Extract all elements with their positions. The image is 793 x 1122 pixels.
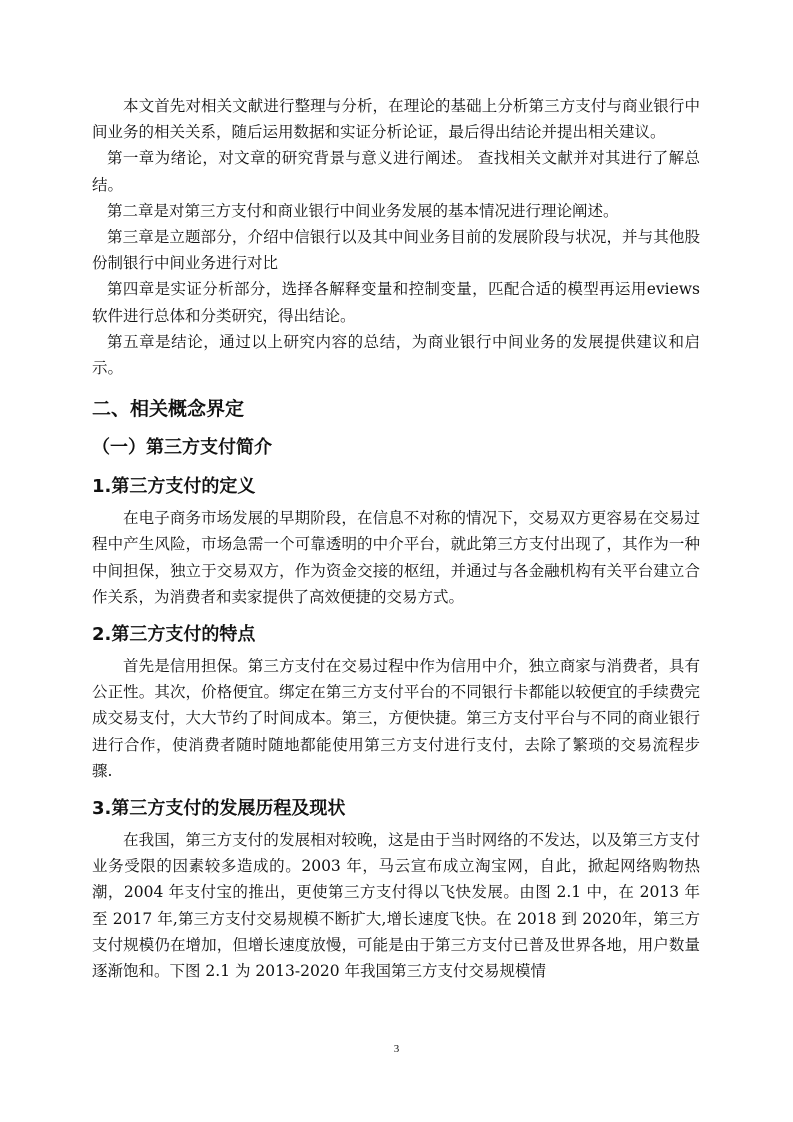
intro-paragraph: 本文首先对相关文献进行整理与分析，在理论的基础上分析第三方支付与商业银行中间业务的相关关系，随后运用数据和实证分析论证，最后得出结论并提出相关建议。 [92, 97, 700, 142]
page-number: 3 [393, 1043, 400, 1055]
definition-paragraph: 在电子商务市场发展的早期阶段，在信息不对称的情况下，交易双方更容易在交易过程中产生风险，市场急需一个可靠透明的中介平台，就此第三方支付出现了，其作为一种中间担保，独立于交易双方，作为资金交接的枢纽，并通过与各金融机构有关平台建立合作关系，为消费者和卖家提供了高效便捷的交易方式。 [92, 509, 700, 606]
chapter3-summary: 第三章是立题部分，介绍中信银行以及其中间业务目前的发展阶段与状况，并与其他股份制银行中间业务进行对比 [92, 228, 700, 273]
heading-definition: 1.第三方支付的定义 [92, 476, 256, 498]
chapter5-summary: 第五章是结论，通过以上研究内容的总结，为商业银行中间业务的发展提供建议和启示。 [92, 332, 700, 378]
section-heading: 二、相关概念界定 [92, 398, 245, 421]
heading-features: 2.第三方支付的特点 [92, 624, 256, 646]
heading-history: 3.第三方支付的发展历程及现状 [92, 798, 346, 820]
chapter1-summary: 第一章为绪论，对文章的研究背景与意义进行阐述。 查找相关文献并对其进行了解总结。 [92, 149, 700, 194]
features-paragraph: 首先是信用担保。第三方支付在交易过程中作为信用中介，独立商家与消费者，具有公正性。其次，价格便宜。绑定在第三方支付平台的不同银行卡都能以较便宜的手续费完成交易支付，大大节约了时间成本。第三，方便快捷。第三方支付平台与不同的商业银行进行合作，使消费者随时随地都能使用第三方支付进行支付，去除了繁琐的交易流程步骤. [92, 657, 700, 780]
chapter4-summary: 第四章是实证分析部分，选择各解释变量和控制变量，匹配合适的模型再运用eviews 软件进行总体和分类研究，得出结论。 [92, 280, 700, 325]
subsection-heading: （一）第三方支付简介 [92, 437, 272, 459]
history-paragraph: 在我国，第三方支付的发展相对较晚，这是由于当时网络的不发达，以及第三方支付业务受限的因素较多造成的。2003 年，马云宣布成立淘宝网，自此，掀起网络购物热潮，2004 年支付宝的推出，更使第三方支付得以飞快发展。由图 2.1 中，在 2013 年至 2017 年,第三方支付交易规模不断扩大,增长速度飞快。在 2018 到 2020年，第三方支付规模仍在增加，但增长速度放慢，可能是由于第三方支付已普及世界各地，用户数量逐渐饱和。下图 2.1 为 2013-2020 年我国第三方支付交易规模情 [92, 831, 700, 981]
page-content [92, 93, 700, 984]
chapter2-summary: 第二章是对第三方支付和商业银行中间业务发展的基本情况进行理论阐述。 [107, 201, 619, 220]
